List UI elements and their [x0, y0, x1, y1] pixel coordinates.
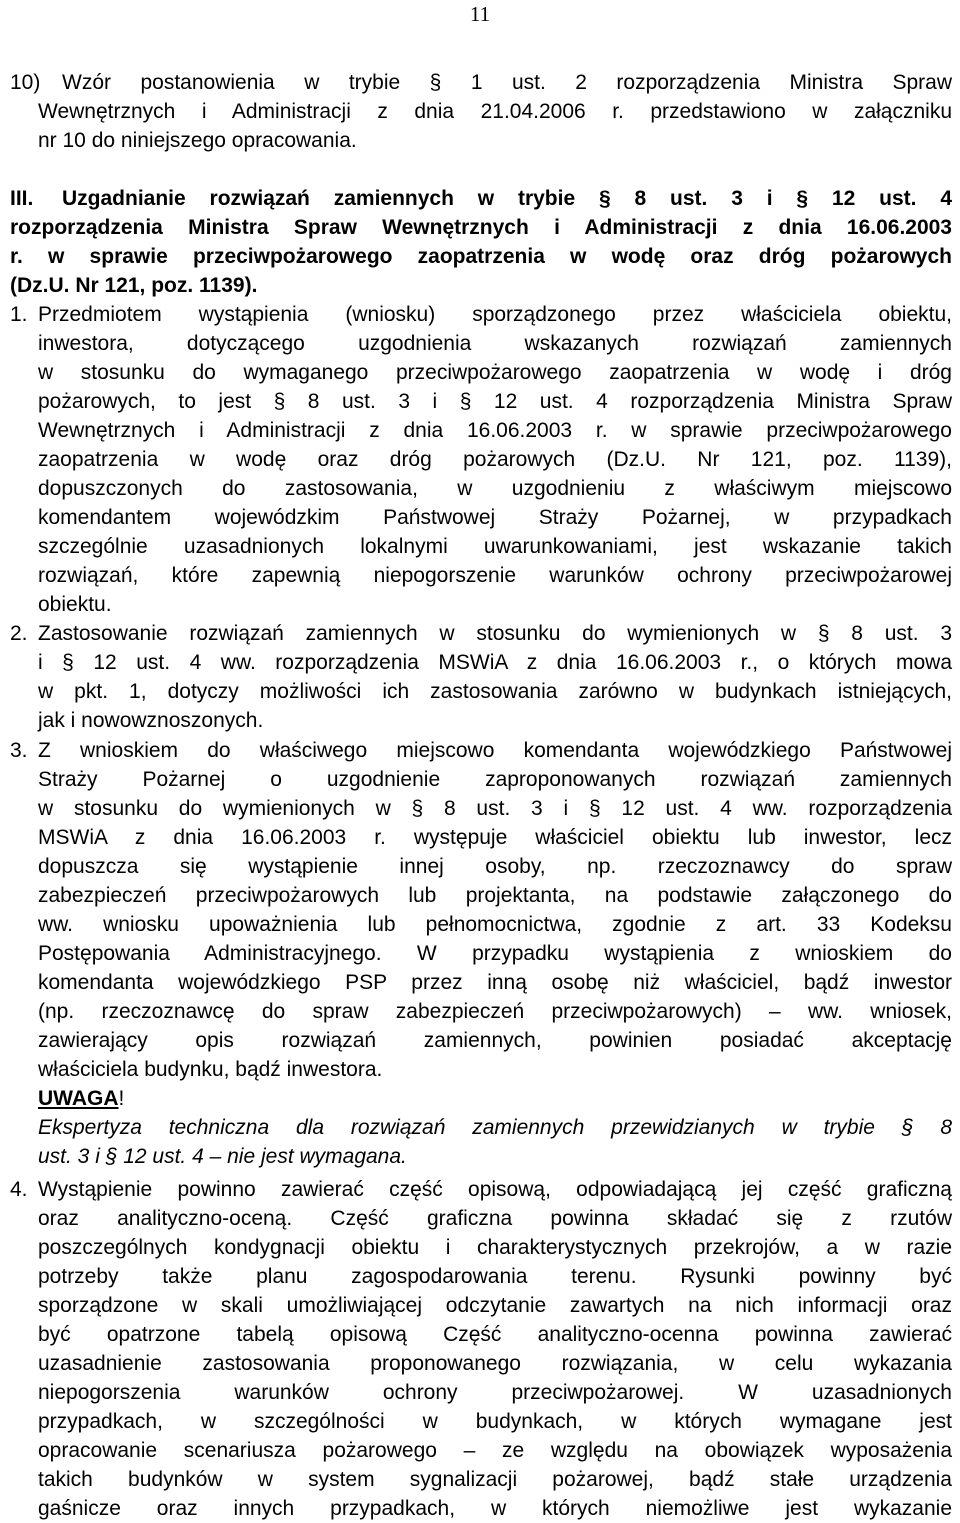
section-3-heading-line: Uzgadnianie rozwiązań zamiennych w trybie § 8 ust. 3 i § 12 ust. 4	[62, 187, 952, 210]
warning-note-line: ust. 3 i § 12 ust. 4 – nie jest wymagana.	[38, 1145, 407, 1168]
point-2-line: jak i nowowznoszonych.	[38, 709, 264, 732]
point-4-line: takich budynków w system sygnalizacji pożarowej, bądź stałe urządzenia	[38, 1468, 952, 1491]
point-3-line: Z wnioskiem do właściwego miejscowo komendanta wojewódzkiego Państwowej	[38, 739, 952, 762]
point-3-line: (np. rzeczoznawcę do spraw zabezpieczeń przeciwpożarowych) – ww. wniosek,	[38, 1000, 952, 1023]
point-4-line: przypadkach, w szczególności w budynkach, w których wymagane jest	[38, 1410, 952, 1433]
point-4-line: uzasadnienie zastosowania proponowanego rozwiązania, w celu wykazania	[38, 1352, 952, 1375]
point-4-line: niepogorszenia warunków ochrony przeciwpożarowej. W uzasadnionych	[38, 1381, 952, 1404]
point-4-line: sporządzone w skali umożliwiającej odczytanie zawartych na nich informacji oraz	[38, 1294, 952, 1317]
point-1-line: dopuszczonych do zastosowania, w uzgodnieniu z właściwym miejscowo	[38, 477, 952, 500]
point-1-number: 1.	[10, 303, 28, 326]
item-10-line: nr 10 do niniejszego opracowania.	[38, 129, 357, 152]
point-1-line: zaopatrzenia w wodę oraz dróg pożarowych (Dz.U. Nr 121, poz. 1139),	[38, 448, 952, 471]
point-4-line: być opatrzone tabelą opisową Część analityczno-ocenna powinna zawierać	[38, 1323, 952, 1346]
point-4-line: opracowanie scenariusza pożarowego – ze względu na obowiązek wyposażenia	[38, 1439, 952, 1462]
section-3-heading-line: r. w sprawie przeciwpożarowego zaopatrzenia w wodę oraz dróg pożarowych	[10, 245, 952, 268]
point-3-line: komendanta wojewódzkiego PSP przez inną osobę niż właściciel, bądź inwestor	[38, 971, 952, 994]
warning-label	[38, 1084, 952, 1113]
point-4-number: 4.	[10, 1178, 28, 1201]
point-4-line: poszczególnych kondygnacji obiektu i charakterystycznych przekrojów, a w razie	[38, 1236, 952, 1259]
point-3-line: MSWiA z dnia 16.06.2003 r. występuje właściciel obiektu lub inwestor, lecz	[38, 826, 952, 849]
point-4-line: oraz analityczno-oceną. Część graficzna powinna składać się z rzutów	[38, 1207, 952, 1230]
point-3-line: zabezpieczeń przeciwpożarowych lub projektanta, na podstawie załączonego do	[38, 884, 952, 907]
point-3-line: ww. wniosku upoważnienia lub pełnomocnictwa, zgodnie z art. 33 Kodeksu	[38, 913, 952, 936]
section-3-heading-line: (Dz.U. Nr 121, poz. 1139).	[10, 274, 258, 297]
point-2-line: i § 12 ust. 4 ww. rozporządzenia MSWiA z dnia 16.06.2003 r., o których mowa	[38, 651, 952, 674]
point-1-line: Wewnętrznych i Administracji z dnia 16.06.2003 r. w sprawie przeciwpożarowego	[38, 419, 952, 442]
point-3-line: dopuszcza się wystąpienie innej osoby, np. rzeczoznawcy do spraw	[38, 855, 952, 878]
point-4-line: gaśnicze oraz innych przypadkach, w których niemożliwe jest wykazanie	[38, 1497, 952, 1520]
page-number: 11	[469, 2, 491, 26]
point-2-number: 2.	[10, 622, 28, 645]
point-2-line: w pkt. 1, dotyczy możliwości ich zastosowania zarówno w budynkach istniejących,	[38, 680, 952, 703]
point-3-line: Straży Pożarnej o uzgodnienie zaproponowanych rozwiązań zamiennych	[38, 768, 952, 791]
point-3-line: w stosunku do wymienionych w § 8 ust. 3 i § 12 ust. 4 ww. rozporządzenia	[38, 797, 952, 820]
point-3-number: 3.	[10, 739, 28, 762]
point-2-line: Zastosowanie rozwiązań zamiennych w stosunku do wymienionych w § 8 ust. 3	[38, 622, 952, 645]
point-1-line: obiektu.	[38, 593, 112, 616]
section-3-heading-line: rozporządzenia Ministra Spraw Wewnętrznych i Administracji z dnia 16.06.2003	[10, 216, 952, 239]
point-1-line: w stosunku do wymaganego przeciwpożarowego zaopatrzenia w wodę i dróg	[38, 361, 952, 384]
warning-word: UWAGA	[38, 1087, 119, 1110]
point-1-line: szczególnie uzasadnionych lokalnymi uwarunkowaniami, jest wskazanie takich	[38, 535, 952, 558]
item-10-line: Wewnętrznych i Administracji z dnia 21.04.2006 r. przedstawiono w załączniku	[38, 100, 952, 123]
warning-note-line: Ekspertyza techniczna dla rozwiązań zamiennych przewidzianych w trybie § 8	[38, 1116, 952, 1139]
point-1-line: Przedmiotem wystąpienia (wniosku) sporządzonego przez właściciela obiektu,	[38, 303, 952, 326]
point-4-line: Wystąpienie powinno zawierać część opisową, odpowiadającą jej część graficzną	[38, 1178, 952, 1201]
item-10-number: 10)	[10, 71, 41, 94]
point-4-line: potrzeby także planu zagospodarowania terenu. Rysunki powinny być	[38, 1265, 952, 1288]
section-3-number: III.	[10, 187, 34, 210]
point-3-line: Postępowania Administracyjnego. W przypadku wystąpienia z wnioskiem do	[38, 942, 952, 965]
warning-exclamation: !	[118, 1087, 125, 1110]
point-1-line: komendantem wojewódzkim Państwowej Straży Pożarnej, w przypadkach	[38, 506, 952, 529]
point-3-line: właściciela budynku, bądź inwestora.	[38, 1058, 383, 1081]
point-1-line: rozwiązań, które zapewnią niepogorszenie warunków ochrony przeciwpożarowej	[38, 564, 952, 587]
point-3-line: zawierający opis rozwiązań zamiennych, powinien posiadać akceptację	[38, 1029, 952, 1052]
point-1-line: inwestora, dotyczącego uzgodnienia wskazanych rozwiązań zamiennych	[38, 332, 952, 355]
item-10-line: Wzór postanowienia w trybie § 1 ust. 2 rozporządzenia Ministra Spraw	[62, 71, 952, 94]
point-1-line: pożarowych, to jest § 8 ust. 3 i § 12 ust. 4 rozporządzenia Ministra Spraw	[38, 390, 952, 413]
